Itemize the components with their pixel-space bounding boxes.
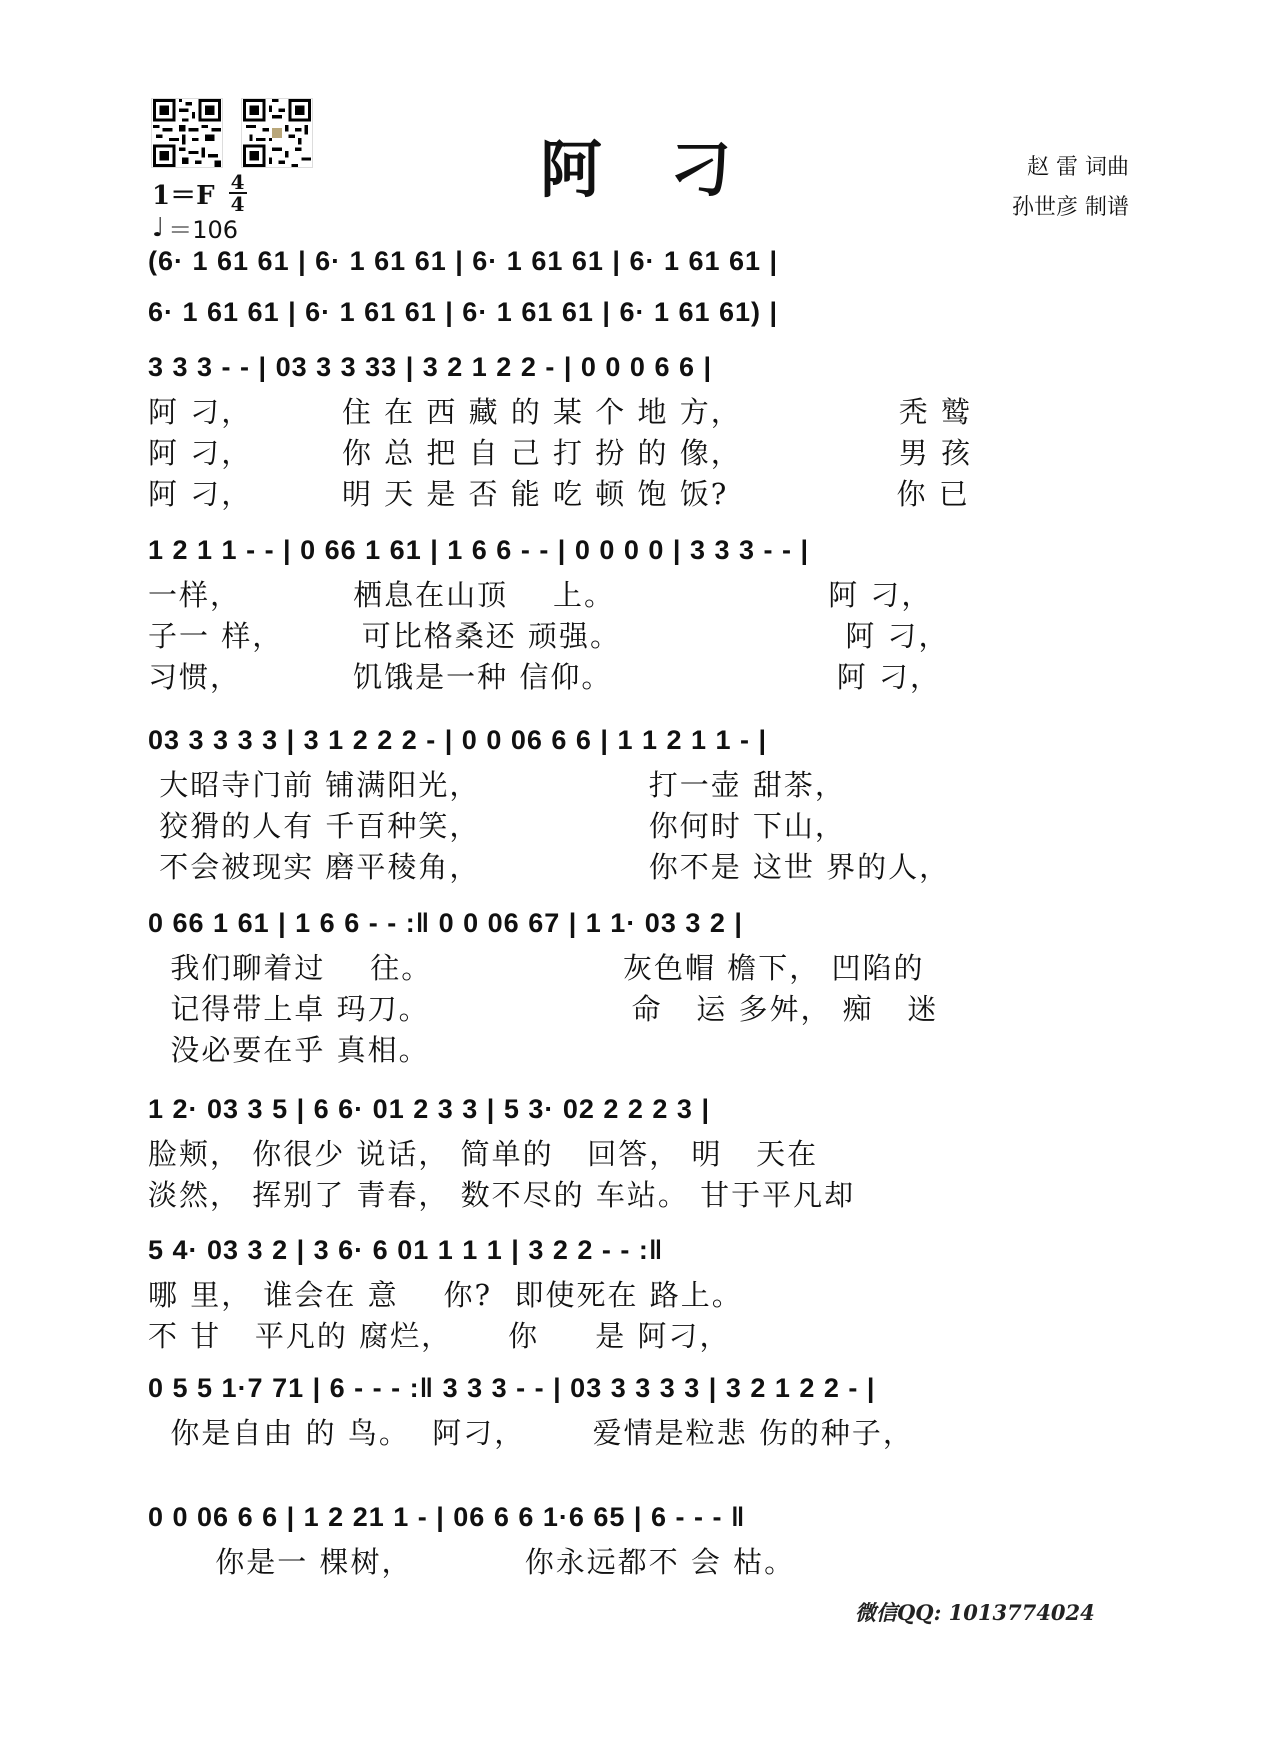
system-1 bbox=[148, 246, 1128, 286]
lyric-verse-3: 阿 刁， 明 天 是 否 能 吃 顿 饱 饭? 你 已 bbox=[148, 477, 970, 511]
lyric-verse-3: 没必要在乎 真相。 bbox=[148, 1033, 430, 1067]
credits bbox=[1012, 148, 1129, 228]
system-10 bbox=[148, 1502, 1128, 1583]
notation-line: 03 3 3 3 3 | 3 1 2 2 2 - | 0 0 06 6 6 | 1 1 2 1 1 - | bbox=[148, 725, 768, 755]
system-4 bbox=[148, 535, 1128, 698]
notation-line: 6· 1 61 61 | 6· 1 61 61 | 6· 1 61 61 | 6· 1 61 61) | bbox=[148, 297, 779, 327]
lyric-verse-3: 不会被现实 磨平稜角， 你不是 这世 界的人， bbox=[148, 850, 951, 884]
notation-line: 1 2 1 1 - - | 0 66 1 61 | 1 6 6 - - | 0 0 0 0 | 3 3 3 - - | bbox=[148, 535, 810, 565]
notation-line: 5 4· 03 3 2 | 3 6· 6 01 1 1 1 | 3 2 2 - - :‖ bbox=[148, 1235, 664, 1265]
lyricist-composer: 赵 雷 词曲 bbox=[1027, 155, 1129, 180]
system-3 bbox=[148, 352, 1128, 515]
song-title: 阿刁 bbox=[540, 133, 801, 206]
lyric-verse-2: 狡猾的人有 千百种笑， 你何时 下山， bbox=[148, 809, 846, 843]
notation-line: 0 5 5 1·7 71 | 6 - - - :‖ 3 3 3 - - | 03 3 3 3 3 | 3 2 1 2 2 - | bbox=[148, 1373, 876, 1403]
system-8 bbox=[148, 1235, 1128, 1357]
notation-line: 1 2· 03 3 5 | 6 6· 01 2 3 3 | 5 3· 02 2 2 2 3 | bbox=[148, 1094, 711, 1124]
contact-watermark: 微信QQ: 1013774024 bbox=[855, 1600, 1095, 1625]
lyric-verse-1: 阿 刁， 住 在 西 藏 的 某 个 地 方， 秃 鹫 bbox=[148, 395, 972, 429]
lyric-verse-1: 脸颊， 你很少 说话， 简单的 回答， 明 天在 bbox=[148, 1137, 819, 1171]
lyric-verse-1: 一样， 栖息在山顶 上。 阿 刁， bbox=[148, 578, 933, 612]
system-7 bbox=[148, 1094, 1128, 1216]
system-6 bbox=[148, 908, 1128, 1071]
lyric-verse-2: 淡然， 挥别了 青春， 数不尽的 车站。 甘于平凡却 bbox=[148, 1178, 856, 1212]
quarter-note-icon: ♩ bbox=[152, 212, 165, 243]
tempo-marking bbox=[152, 210, 238, 245]
lyric-verse-2: 不 甘 平凡的 腐烂， 你 是 阿刁， bbox=[148, 1319, 731, 1353]
key-label: 1＝F bbox=[152, 180, 215, 211]
lyric-line: 你是自由 的 鸟。 阿刁， 爱情是粒悲 伤的种子， bbox=[148, 1416, 914, 1450]
system-9 bbox=[148, 1373, 1128, 1454]
lyric-verse-1: 我们聊着过 往。 灰色帽 檐下， 凹陷的 bbox=[148, 951, 925, 985]
lyric-verse-2: 记得带上卓 玛刀。 命 运 多舛， 痴 迷 bbox=[148, 992, 939, 1026]
tempo-value: ＝106 bbox=[168, 216, 239, 244]
system-5 bbox=[148, 725, 1128, 888]
key-signature bbox=[152, 172, 247, 214]
lyric-verse-2: 子一 样， 可比格桑还 顽强。 阿 刁， bbox=[148, 619, 950, 653]
lyric-line: 你是一 棵树， 你永远都不 会 枯。 bbox=[148, 1545, 796, 1579]
qr-code-2 bbox=[241, 98, 313, 168]
notation-line: (6· 1 61 61 | 6· 1 61 61 | 6· 1 61 61 | 6· 1 61 61 | bbox=[148, 246, 779, 276]
transcriber: 孙世彦 制谱 bbox=[1012, 195, 1129, 220]
lyric-verse-1: 哪 里， 谁会在 意 你? 即使死在 路上。 bbox=[148, 1278, 743, 1312]
lyric-verse-1: 大昭寺门前 铺满阳光， 打一壶 甜茶， bbox=[148, 768, 846, 802]
notation-line: 0 66 1 61 | 1 6 6 - - :‖ 0 0 06 67 | 1 1· 03 3 2 | bbox=[148, 908, 743, 938]
time-signature: $\frac{4}{4}$ bbox=[229, 172, 247, 214]
qr-code-1 bbox=[151, 98, 223, 168]
notation-line: 0 0 06 6 6 | 1 2 21 1 - | 06 6 6 1·6 65 | 6 - - - ‖ bbox=[148, 1502, 746, 1532]
lyric-verse-2: 阿 刁， 你 总 把 自 己 打 扮 的 像， 男 孩 bbox=[148, 436, 972, 470]
lyric-verse-3: 习惯， 饥饿是一种 信仰。 阿 刁， bbox=[148, 660, 941, 694]
system-2 bbox=[148, 297, 1128, 337]
notation-line: 3 3 3 - - | 03 3 3 33 | 3 2 1 2 2 - | 0 0 0 6 6 | bbox=[148, 352, 713, 382]
